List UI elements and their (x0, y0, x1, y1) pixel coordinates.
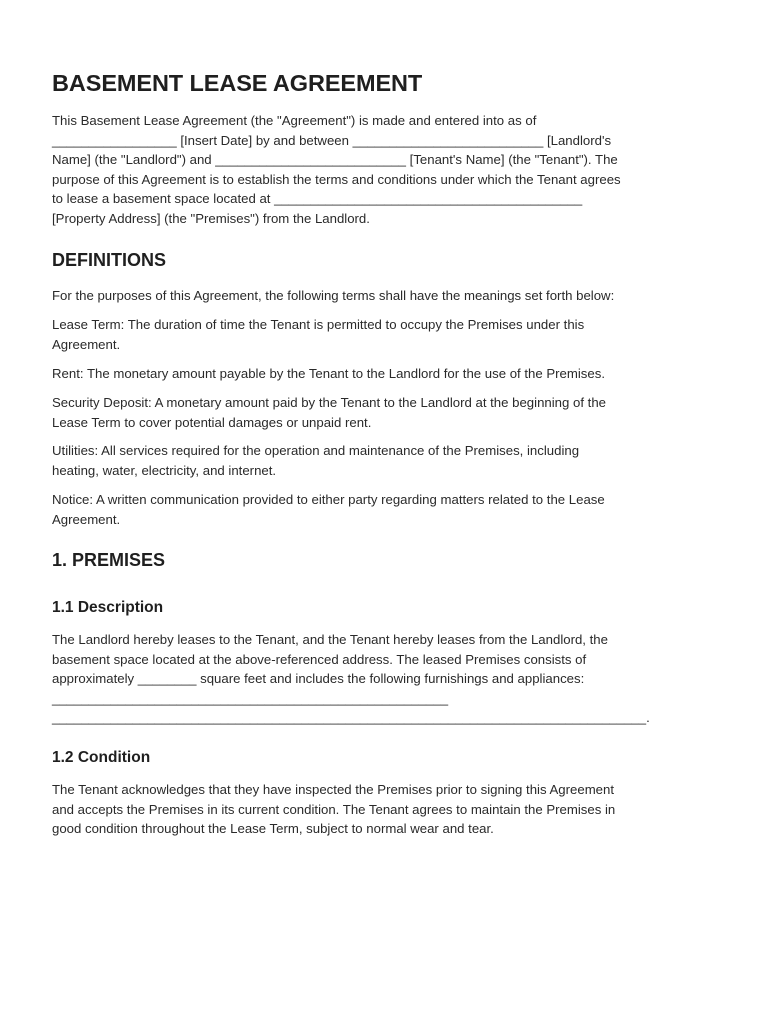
definition-line: Security Deposit: A monetary amount paid by the Tenant to the Landlord at the beginning of the (52, 395, 607, 410)
definitions-lead (52, 286, 614, 306)
description-paragraph (52, 630, 650, 728)
condition-line: and accepts the Premises in its current condition. The Tenant agrees to maintain the Premises in (52, 801, 616, 817)
definitions-lead-line: For the purposes of this Agreement, the following terms shall have the meanings set forth below: (52, 288, 615, 303)
description-line: approximately ________ square feet and includes the following furnishings and appliances: (52, 671, 585, 686)
description-line: _________________________________________________________________________________. (52, 710, 650, 725)
condition-heading: 1.2 Condition (52, 749, 151, 766)
intro-line: Name] (the "Landlord") and __________________________ [Tenant's Name] (the "Tenant"). The (52, 152, 618, 167)
intro-line: _________________ [Insert Date] by and between __________________________ [Landlord's (52, 132, 612, 148)
intro-paragraph (52, 111, 621, 228)
definition-line: Agreement. (52, 336, 121, 352)
definition-lease-term (52, 315, 584, 354)
condition-line: The Tenant acknowledges that they have inspected the Premises prior to signing this Agreement (52, 782, 615, 797)
definition-line: Lease Term: The duration of time the Tenant is permitted to occupy the Premises under this (52, 317, 585, 332)
intro-line: [Property Address] (the "Premises") from the Landlord. (52, 210, 370, 226)
definition-security-deposit (52, 393, 606, 432)
description-heading: 1.1 Description (52, 599, 164, 616)
condition-paragraph (52, 780, 615, 839)
description-line: ______________________________________________________ (52, 690, 449, 706)
definition-line: Rent: The monetary amount payable by the Tenant to the Landlord for the use of the Premises. (52, 366, 605, 381)
intro-line: This Basement Lease Agreement (the "Agreement") is made and entered into as of (52, 113, 537, 128)
definition-utilities (52, 441, 579, 480)
document-title: BASEMENT LEASE AGREEMENT (52, 70, 423, 96)
definition-line: Notice: A written communication provided to either party regarding matters related to the Lease (52, 492, 605, 507)
definitions-heading: DEFINITIONS (52, 250, 167, 270)
condition-line: good condition throughout the Lease Term, subject to normal wear and tear. (52, 821, 494, 836)
premises-heading: 1. PREMISES (52, 550, 166, 570)
intro-line: to lease a basement space located at __________________________________________ (52, 191, 583, 206)
definition-line: Utilities: All services required for the operation and maintenance of the Premises, including (52, 443, 580, 458)
definition-line: Lease Term to cover potential damages or unpaid rent. (52, 414, 372, 430)
definition-line: heating, water, electricity, and internet. (52, 462, 277, 478)
intro-line: purpose of this Agreement is to establish the terms and conditions under which the Tenant agrees (52, 171, 621, 187)
definition-line: Agreement. (52, 511, 121, 527)
description-line: The Landlord hereby leases to the Tenant, and the Tenant hereby leases from the Landlord, the (52, 632, 608, 647)
definition-rent (52, 364, 605, 384)
description-line: basement space located at the above-referenced address. The leased Premises consists of (52, 651, 587, 667)
definition-notice (52, 490, 605, 529)
